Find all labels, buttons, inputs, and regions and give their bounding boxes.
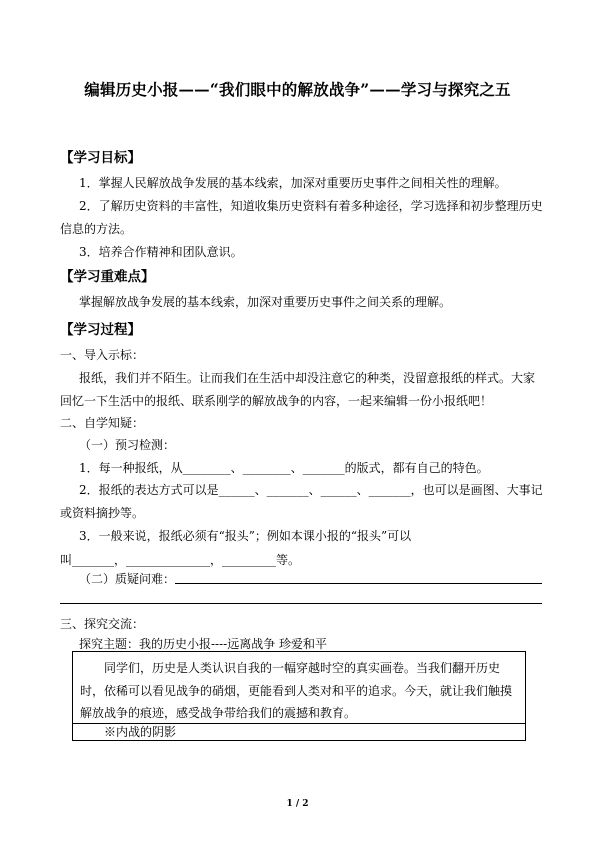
question-2: 2．报纸的表达方式可以是______、_______、______、_______，也可以是画图、大事记 — [79, 483, 543, 497]
part1-title: 一、导入示标： — [60, 348, 145, 362]
answer-line-2 — [60, 603, 542, 604]
inquiry-box-line-2: 时，依稀可以看见战争的硝烟，更能看到人类对和平的追求。今天，就让我们触摸 — [80, 684, 513, 698]
inquiry-box-line-3: 解放战争的痕迹，感受战争带给我们的震撼和教育。 — [80, 706, 357, 720]
heading-learning-process: 【学习过程】 — [60, 322, 141, 338]
inquiry-box-line-1: 同学们，历史是人类认识自我的一幅穿越时空的真实画卷。当我们翻开历史 — [104, 661, 501, 675]
goal-item-2: 2．了解历史资料的丰富性，知道收集历史资料有着多种途径，学习选择和初步整理历史 — [79, 199, 543, 213]
key-points-text: 掌握解放战争发展的基本线索，加深对重要历史事件之间关系的理解。 — [79, 295, 452, 309]
question-3-cont: 叫_______，______________，_________等。 — [60, 553, 301, 567]
part2-title: 二、自学知疑： — [60, 416, 145, 430]
heading-key-points: 【学习重难点】 — [60, 269, 155, 285]
document-title: 编辑历史小报——“我们眼中的解放战争”——学习与探究之五 — [84, 80, 511, 99]
page-number: 1 / 2 — [286, 799, 309, 809]
question-2-cont: 或资料摘抄等。 — [60, 506, 145, 520]
inquiry-box — [72, 651, 526, 741]
heading-learning-goals: 【学习目标】 — [60, 150, 141, 166]
question-3: 3．一般来说，报纸必须有“报头”；例如本课小报的“报头”可以 — [79, 529, 412, 543]
answer-line-1 — [175, 583, 542, 584]
part1-line-2: 回忆一下生活中的报纸、联系刚学的解放战争的内容，一起来编辑一份小报纸吧！ — [60, 394, 493, 408]
inquiry-box-item: ※内战的阴影 — [104, 725, 177, 739]
question-1: 1．每一种报纸，从________、________、_______的版式，都有自己的特色。 — [79, 461, 489, 475]
part2-questions-label: （二）质疑问难： — [79, 572, 176, 586]
part2-preview-check: （一）预习检测： — [79, 438, 176, 452]
part3-title: 三、探究交流： — [60, 617, 145, 631]
goal-item-3: 3．培养合作精神和团队意识。 — [79, 245, 243, 259]
part1-line-1: 报纸，我们并不陌生。让而我们在生活中却没注意它的种类，没留意报纸的样式。大家 — [79, 371, 536, 385]
goal-item-1: 1．掌握人民解放战争发展的基本线索，加深对重要历史事件之间相关性的理解。 — [79, 176, 507, 190]
part3-theme: 探究主题：我的历史小报----远离战争 珍爱和平 — [79, 637, 328, 651]
goal-item-2-cont: 信息的方法。 — [60, 222, 133, 236]
